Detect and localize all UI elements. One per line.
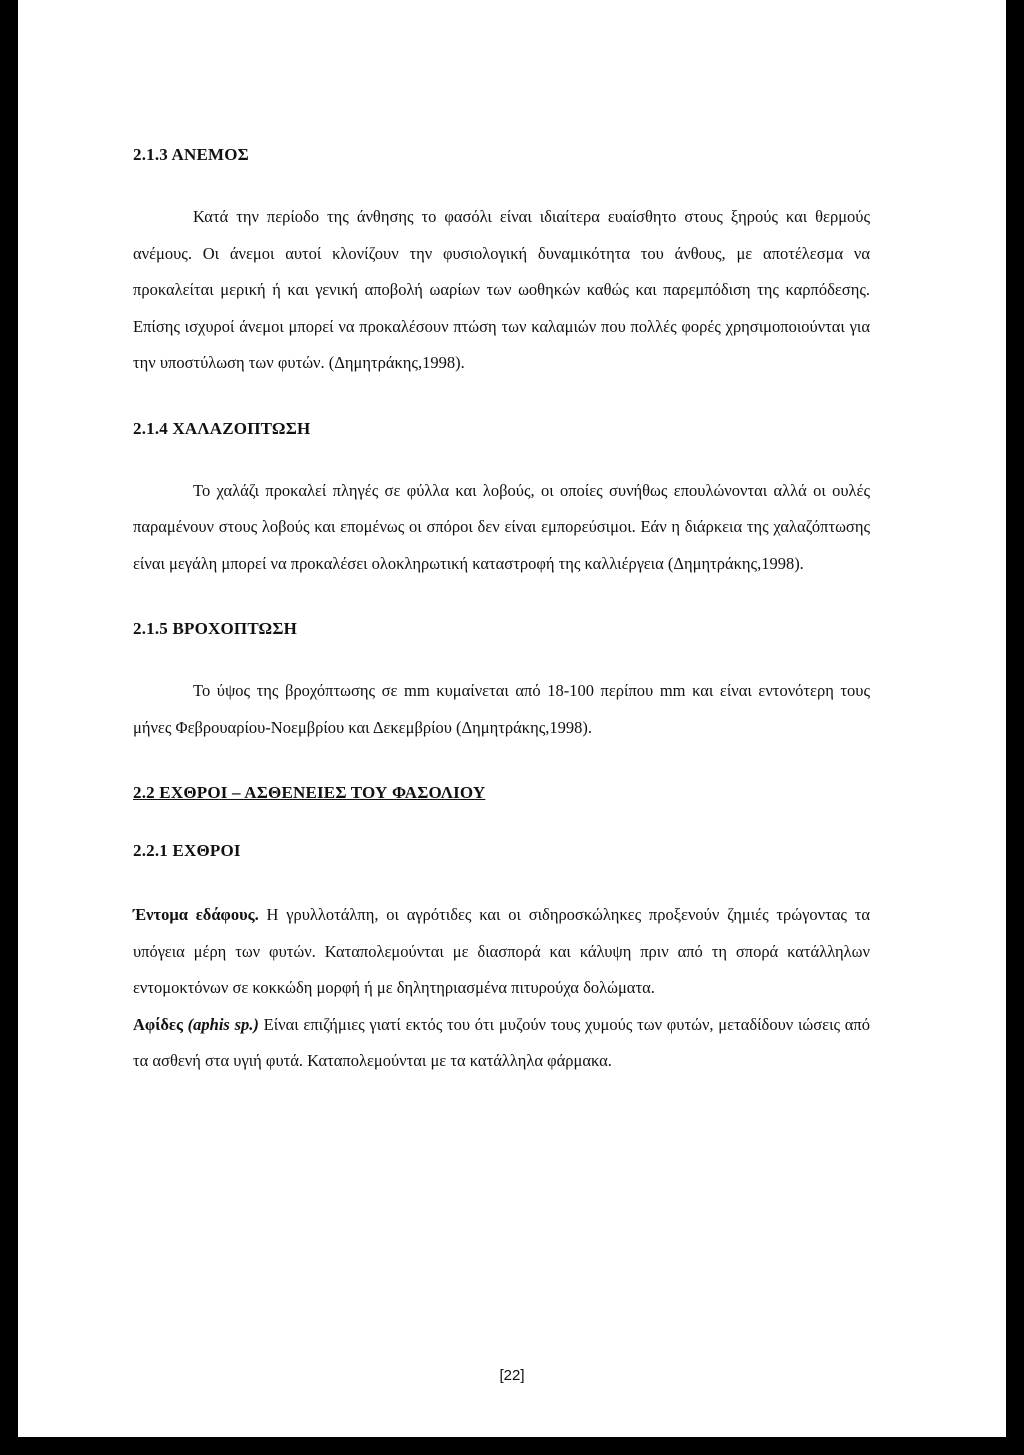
page-content <box>133 145 870 1080</box>
soil-insects-text: Η γρυλλοτάλπη, οι αγρότιδες και οι σιδηροσκώληκες προξενούν ζημιές τρώγοντας τα υπόγεια μέρη των φυτών. Καταπολεμούνται με διασπορά και κάλυψη πριν από τη σπορά κατάλληλων εντομοκτόνων σε κοκκώδη μορφή ή με δηλητηριασμένα πιτυρούχα δολώματα. <box>133 905 870 997</box>
heading-2-2: 2.2 ΕΧΘΡΟΙ – ΑΣΘΕΝΕΙΕΣ ΤΟΥ ΦΑΣΟΛΙΟΥ <box>133 783 486 802</box>
page-number: [22] <box>499 1367 525 1384</box>
paragraph-hail: Το χαλάζι προκαλεί πληγές σε φύλλα και λοβούς, οι οποίες συνήθως επουλώνονται αλλά οι ουλές παραμένουν στους λοβούς και επομένως οι σπόροι δεν είναι εμπορεύσιμοι. Εάν η διάρκεια της χαλαζόπτωσης είναι μεγάλη μπορεί να προκαλέσει ολοκληρωτική καταστροφή της καλλιέργεια (Δημητράκης,1998). <box>133 480 870 573</box>
paragraph-rainfall: Το ύψος της βροχόπτωσης σε mm κυμαίνεται από 18-100 περίπου mm και είναι εντονότερη τους μήνες Φεβρουαρίου-Νοεμβρίου και Δεκεμβρίου (Δημητράκης,1998). <box>133 681 870 737</box>
heading-2-1-5: 2.1.5 ΒΡΟΧΟΠΤΩΣΗ <box>133 619 298 638</box>
heading-2-1-4: 2.1.4 ΧΑΛΑΖΟΠΤΩΣΗ <box>133 418 311 438</box>
document-page <box>18 0 1006 1437</box>
aphids-lead: Αφίδες <box>133 1014 188 1034</box>
heading-2-2-1: 2.2.1 ΕΧΘΡΟΙ <box>133 841 241 860</box>
aphids-text: Είναι επιζήμιες γιατί εκτός του ότι μυζούν τους χυμούς των φυτών, μεταδίδουν ιώσεις από τα ασθενή στα υγιή φυτά. Καταπολεμούνται με τα κατάλληλα φάρμακα. <box>133 1014 871 1070</box>
soil-insects-lead: Έντομα εδάφους. <box>133 905 259 924</box>
paragraph-aphids <box>133 1007 870 1080</box>
paragraph-wind: Κατά την περίοδο της άνθησης το φασόλι είναι ιδιαίτερα ευαίσθητο στους ξηρούς και θερμούς ανέμους. Οι άνεμοι αυτοί κλονίζουν την φυσιολογική δυναμικότητα του άνθους, με αποτέλεσμα να προκαλείται μερική ή και γενική αποβολή ωαρίων των ωοθηκών καθώς και παρεμπόδιση της καρπόδεσης. Επίσης ισχυροί άνεμοι μπορεί να προκαλέσουν πτώση των καλαμιών που πολλές φορές χρησιμοποιούνται για την υποστύλωση των φυτών. (Δημητράκης,1998). <box>133 207 870 372</box>
heading-2-1-3: 2.1.3 ΑΝΕΜΟΣ <box>133 145 249 164</box>
paragraph-soil-insects <box>133 897 870 1007</box>
aphids-latin-name: (aphis sp.) <box>187 1014 259 1034</box>
